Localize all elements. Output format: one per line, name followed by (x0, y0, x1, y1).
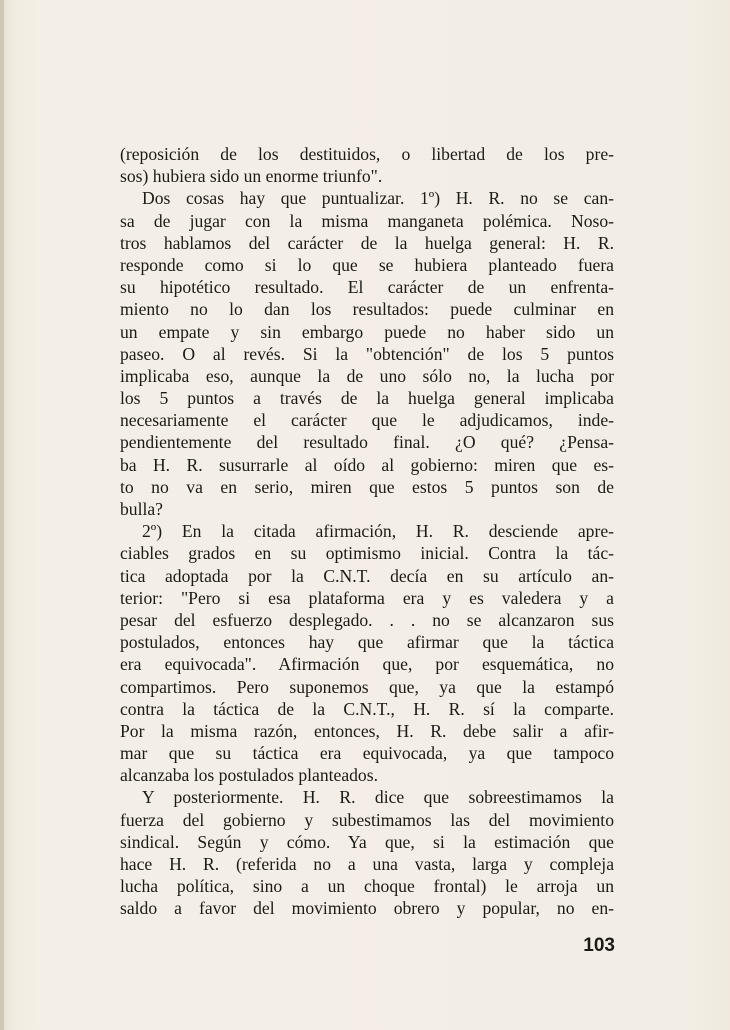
text-line: ba H. R. susurrarle al oído al gobierno: miren que es- (120, 454, 614, 475)
text-line: to no va en serio, miren que estos 5 puntos son de (120, 476, 614, 497)
text-line: sos) hubiera sido un enorme triunfo". (120, 166, 383, 187)
text-line: sa de jugar con la misma manganeta polémica. Noso- (120, 210, 614, 231)
text-line: pesar del esfuerzo desplegado. . . no se alcanzaron sus (120, 609, 614, 630)
page-number: 103 (583, 935, 615, 956)
text-line: ciables grados en su optimismo inicial. Contra la tác- (120, 543, 614, 564)
text-line: los 5 puntos a través de la huelga general implicaba (120, 388, 614, 409)
text-line: Y posteriormente. H. R. dice que sobreestimamos la (142, 787, 614, 808)
text-line: pendientemente del resultado final. ¿O qué? ¿Pensa- (120, 432, 614, 453)
text-line: lucha política, sino a un choque frontal) le arroja un (120, 876, 614, 897)
text-line: Dos cosas hay que puntualizar. 1º) H. R. no se can- (142, 188, 614, 209)
text-line: contra la táctica de la C.N.T., H. R. sí la comparte. (120, 698, 614, 719)
text-line: 2º) En la citada afirmación, H. R. desciende apre- (142, 521, 614, 542)
text-line: tica adoptada por la C.N.T. decía en su artículo an- (120, 565, 614, 586)
text-line: responde como si lo que se hubiera planteado fuera (120, 254, 614, 275)
body-text (120, 143, 614, 920)
text-line: era equivocada". Afirmación que, por esquemática, no (120, 654, 614, 675)
text-line: fuerza del gobierno y subestimamos las del movimiento (120, 809, 614, 830)
text-line: necesariamente el carácter que le adjudicamos, inde- (120, 410, 614, 431)
text-line: tros hablamos del carácter de la huelga general: H. R. (120, 232, 614, 253)
text-line: un empate y sin embargo puede no haber sido un (120, 321, 614, 342)
text-line: (reposición de los destituidos, o libertad de los pre- (120, 144, 614, 164)
text-line: bulla? (120, 499, 163, 519)
page-edge (0, 0, 4, 1030)
text-line: mar que su táctica era equivocada, ya que tampoco (120, 743, 614, 764)
text-line: terior: "Pero si esa plataforma era y es valedera y a (120, 587, 614, 608)
text-line: implicaba eso, aunque la de uno sólo no, la lucha por (120, 365, 614, 386)
text-line: su hipotético resultado. El carácter de un enfrenta- (120, 277, 614, 298)
text-line: postulados, entonces hay que afirmar que la táctica (120, 632, 614, 653)
text-line: saldo a favor del movimiento obrero y popular, no en- (120, 898, 614, 919)
text-line: paseo. O al revés. Si la "obtención" de los 5 puntos (120, 343, 614, 364)
text-line: Por la misma razón, entonces, H. R. debe salir a afir- (120, 720, 614, 741)
text-line: compartimos. Pero suponemos que, ya que la estampó (120, 676, 614, 697)
text-line: hace H. R. (referida no a una vasta, larga y compleja (120, 854, 614, 874)
text-line: miento no lo dan los resultados: puede culminar en (120, 299, 614, 320)
text-line: sindical. Según y cómo. Ya que, si la estimación que (120, 831, 614, 852)
text-line: alcanzaba los postulados planteados. (120, 765, 378, 786)
